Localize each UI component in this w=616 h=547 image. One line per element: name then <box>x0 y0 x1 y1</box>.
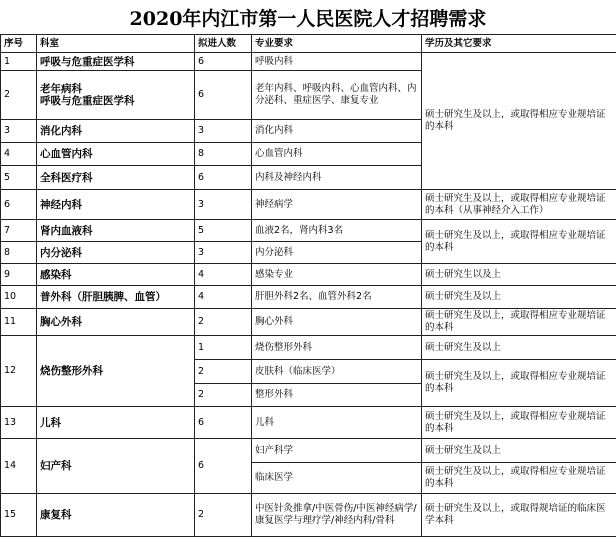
cell-major: 内科及神经内科 <box>252 166 422 190</box>
cell-seq: 8 <box>1 242 37 264</box>
cell-count: 2 <box>195 384 252 407</box>
cell-count: 4 <box>195 286 252 309</box>
cell-seq: 9 <box>1 264 37 286</box>
table-row <box>1 286 616 309</box>
cell-major: 临床医学 <box>252 463 422 494</box>
cell-major: 神经病学 <box>252 190 422 220</box>
cell-dept: 肾内血液科 <box>37 220 195 242</box>
table-row <box>1 309 616 336</box>
table-row <box>1 264 616 286</box>
cell-dept: 内分泌科 <box>37 242 195 264</box>
cell-edu: 硕士研究生及以上 <box>422 286 616 309</box>
cell-seq: 11 <box>1 309 37 336</box>
recruitment-table <box>0 34 616 537</box>
table-row <box>1 439 616 463</box>
cell-dept: 妇产科 <box>37 439 195 494</box>
cell-dept: 呼吸与危重症医学科 <box>37 53 195 71</box>
table-row <box>1 53 616 71</box>
cell-major: 烧伤整形外科 <box>252 336 422 360</box>
cell-count: 6 <box>195 53 252 71</box>
cell-major: 血液2名，肾内科3名 <box>252 220 422 242</box>
cell-edu: 硕士研究生及以上 <box>422 336 616 360</box>
table-row <box>1 494 616 537</box>
cell-count: 6 <box>195 439 252 494</box>
cell-edu: 硕士研究生及以上，或取得相应专业规培证的本科 <box>422 220 616 264</box>
cell-count: 4 <box>195 264 252 286</box>
cell-major: 消化内科 <box>252 120 422 143</box>
cell-major: 肝胆外科2名、血管外科2名 <box>252 286 422 309</box>
cell-edu: 硕士研究生及以上，或取得相应专业规培证的本科 <box>422 360 616 407</box>
cell-seq: 2 <box>1 71 37 120</box>
cell-dept: 康复科 <box>37 494 195 537</box>
cell-count: 3 <box>195 190 252 220</box>
header-row <box>1 35 616 53</box>
table-row <box>1 220 616 242</box>
cell-seq: 14 <box>1 439 37 494</box>
cell-dept: 心血管内科 <box>37 143 195 166</box>
cell-seq: 7 <box>1 220 37 242</box>
header-seq: 序号 <box>1 35 37 53</box>
cell-major: 老年内科、呼吸内科、心血管内科、内分泌科、重症医学、康复专业 <box>252 71 422 120</box>
cell-count: 6 <box>195 407 252 439</box>
cell-dept: 消化内科 <box>37 120 195 143</box>
cell-count: 2 <box>195 360 252 384</box>
cell-edu: 硕士研究生及以上，或取得相应专业规培证的本科（从事神经介入工作） <box>422 190 616 220</box>
cell-count: 3 <box>195 120 252 143</box>
header-dept: 科室 <box>37 35 195 53</box>
dept-line-1: 老年病科 <box>40 83 82 95</box>
cell-count: 6 <box>195 166 252 190</box>
cell-dept: 儿科 <box>37 407 195 439</box>
cell-count: 2 <box>195 309 252 336</box>
cell-major: 内分泌科 <box>252 242 422 264</box>
cell-count: 8 <box>195 143 252 166</box>
cell-seq: 3 <box>1 120 37 143</box>
cell-major: 呼吸内科 <box>252 53 422 71</box>
cell-count: 2 <box>195 494 252 537</box>
cell-edu: 硕士研究生及以上，或取得相应专业规培证的本科 <box>422 463 616 494</box>
cell-edu: 硕士研究生及以上，或取得相应专业规培证的本科 <box>422 407 616 439</box>
cell-edu: 硕士研究生以及上 <box>422 264 616 286</box>
cell-dept: 胸心外科 <box>37 309 195 336</box>
cell-seq: 6 <box>1 190 37 220</box>
cell-edu: 硕士研究生及以上，或取得相应专业规培证的本科 <box>422 53 616 190</box>
header-count: 拟进人数 <box>195 35 252 53</box>
cell-seq: 5 <box>1 166 37 190</box>
cell-dept <box>37 71 195 120</box>
header-major: 专业要求 <box>252 35 422 53</box>
cell-major: 皮肤科（临床医学） <box>252 360 422 384</box>
cell-seq: 4 <box>1 143 37 166</box>
cell-edu: 硕士研究生及以上，或取得相应专业规培证的本科 <box>422 309 616 336</box>
cell-major: 感染专业 <box>252 264 422 286</box>
cell-seq: 1 <box>1 53 37 71</box>
cell-count: 5 <box>195 220 252 242</box>
dept-line-2: 呼吸与危重症医学科 <box>40 95 135 107</box>
header-edu: 学历及其它要求 <box>422 35 616 53</box>
cell-dept: 全科医疗科 <box>37 166 195 190</box>
table-row <box>1 336 616 360</box>
cell-major: 胸心外科 <box>252 309 422 336</box>
cell-dept: 普外科（肝胆胰脾、血管） <box>37 286 195 309</box>
cell-major: 中医针灸推拿/中医骨伤/中医神经病学/康复医学与理疗学/神经内科/骨科 <box>252 494 422 537</box>
cell-major: 心血管内科 <box>252 143 422 166</box>
cell-dept: 烧伤整形外科 <box>37 336 195 407</box>
table-row <box>1 407 616 439</box>
cell-count: 3 <box>195 242 252 264</box>
cell-seq: 15 <box>1 494 37 537</box>
cell-count: 1 <box>195 336 252 360</box>
cell-major: 儿科 <box>252 407 422 439</box>
cell-dept: 神经内科 <box>37 190 195 220</box>
cell-major: 整形外科 <box>252 384 422 407</box>
cell-seq: 10 <box>1 286 37 309</box>
cell-count: 6 <box>195 71 252 120</box>
page-title: 2020年内江市第一人民医院人才招聘需求 <box>129 7 487 30</box>
cell-dept: 感染科 <box>37 264 195 286</box>
cell-major: 妇产科学 <box>252 439 422 463</box>
cell-edu: 硕士研究生及以上，或取得规培证的临床医学本科 <box>422 494 616 537</box>
cell-edu: 硕士研究生及以上 <box>422 439 616 463</box>
table-row <box>1 190 616 220</box>
cell-seq: 13 <box>1 407 37 439</box>
cell-seq: 12 <box>1 336 37 407</box>
